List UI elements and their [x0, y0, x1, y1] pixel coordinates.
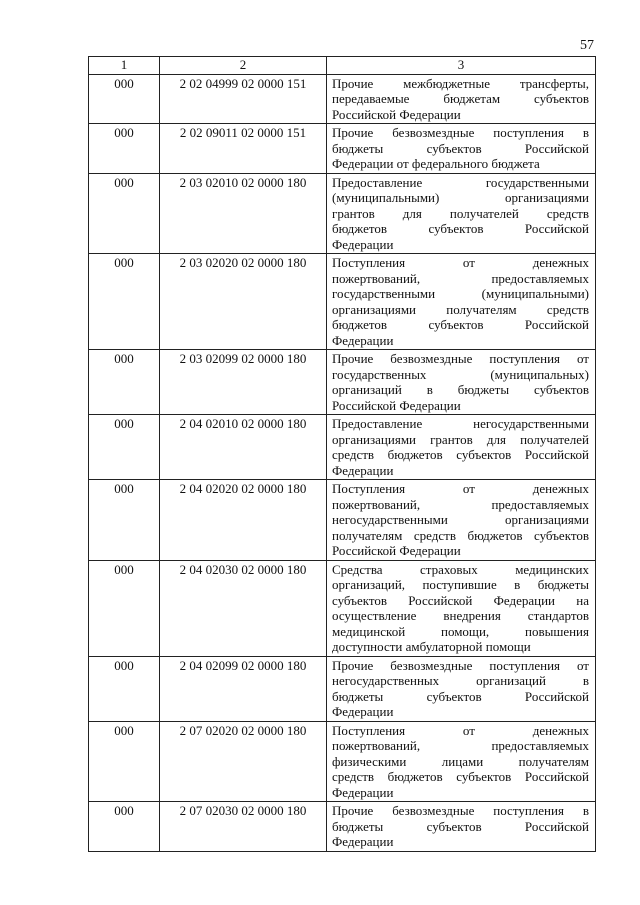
revenue-name-line: Российской Федерации [332, 543, 461, 558]
table-row [89, 560, 596, 656]
admin-code-cell: 000 [89, 560, 160, 656]
revenue-name-line: Прочие безвозмездные поступления от [332, 657, 589, 673]
revenue-name-cell [327, 74, 596, 124]
revenue-name-line: Прочие безвозмездные поступления в [332, 125, 589, 140]
revenue-name-line: бюджеты субъектов Российской [332, 688, 589, 704]
revenue-name-line: Прочие межбюджетные трансферты, [332, 75, 589, 91]
admin-code-cell: 000 [89, 350, 160, 415]
page-number: 57 [580, 38, 594, 53]
admin-code-cell: 000 [89, 124, 160, 174]
revenue-name-cell [327, 254, 596, 350]
column-header-1: 1 [89, 57, 160, 75]
table-row [89, 721, 596, 802]
revenue-name-line: средств бюджетов субъектов Российской [332, 769, 589, 784]
revenue-name-line: медицинской помощи, повышения [332, 623, 589, 639]
budget-classification-code-cell: 2 03 02010 02 0000 180 [160, 173, 327, 254]
admin-code-cell: 000 [89, 415, 160, 480]
admin-code-cell: 000 [89, 721, 160, 802]
revenue-name-line: Российской Федерации [332, 106, 461, 122]
revenue-name-line: получателям средств бюджетов субъектов [332, 527, 589, 543]
revenue-name-line: Федерации [332, 236, 394, 252]
budget-classification-code-cell: 2 04 02020 02 0000 180 [160, 480, 327, 561]
revenue-name-cell [327, 480, 596, 561]
table-row [89, 124, 596, 174]
column-header-2: 2 [160, 57, 327, 75]
revenue-name-line: Предоставление негосударственными [332, 416, 589, 431]
budget-classification-code-cell: 2 02 04999 02 0000 151 [160, 74, 327, 124]
table-row [89, 254, 596, 350]
budget-classification-code-cell: 2 03 02099 02 0000 180 [160, 350, 327, 415]
revenue-name-line: Средства страховых медицинских [332, 561, 589, 577]
revenue-name-cell [327, 656, 596, 721]
table-row [89, 415, 596, 480]
budget-classification-code-cell: 2 02 09011 02 0000 151 [160, 124, 327, 174]
budget-classification-code-cell: 2 04 02030 02 0000 180 [160, 560, 327, 656]
admin-code-cell: 000 [89, 656, 160, 721]
revenue-name-cell [327, 802, 596, 852]
admin-code-cell: 000 [89, 173, 160, 254]
revenue-name-line: организаций, поступившие в бюджеты [332, 577, 589, 592]
revenue-name-cell [327, 415, 596, 480]
revenue-name-line: Федерации [332, 462, 394, 478]
revenue-name-line: Федерации [332, 332, 394, 348]
revenue-name-line: государственными (муниципальными) [332, 286, 589, 301]
budget-classification-code-cell: 2 07 02030 02 0000 180 [160, 802, 327, 852]
revenue-name-line: Российской Федерации [332, 397, 461, 413]
revenue-name-line: Предоставление государственными [332, 174, 589, 190]
table-row [89, 74, 596, 124]
revenue-name-cell [327, 173, 596, 254]
budget-classification-code-cell: 2 07 02020 02 0000 180 [160, 721, 327, 802]
revenue-name-line: организациями получателям средств [332, 301, 589, 317]
admin-code-cell: 000 [89, 802, 160, 852]
revenue-name-line: Федерации [332, 704, 394, 719]
revenue-name-cell [327, 721, 596, 802]
table-row [89, 173, 596, 254]
table-header-row [89, 57, 596, 75]
revenue-name-line: Федерации [332, 784, 394, 800]
budget-classification-code-cell: 2 03 02020 02 0000 180 [160, 254, 327, 350]
budget-classification-code-cell: 2 04 02099 02 0000 180 [160, 656, 327, 721]
revenue-name-line: субъектов Российской Федерации на [332, 592, 589, 608]
revenue-name-line: Прочие безвозмездные поступления от [332, 351, 589, 366]
table-row [89, 350, 596, 415]
revenue-name-line: бюджетов субъектов Российской [332, 221, 589, 236]
revenue-name-line: организациями грантов для получателей [332, 431, 589, 447]
revenue-name-line: пожертвований, предоставляемых [332, 496, 589, 512]
revenue-name-line: Федерации от федерального бюджета [332, 156, 540, 171]
revenue-name-cell [327, 350, 596, 415]
revenue-name-line: бюджеты субъектов Российской [332, 140, 589, 156]
revenue-name-line: Поступления от денежных [332, 481, 589, 496]
revenue-name-line: негосударственных организаций в [332, 673, 589, 688]
revenue-name-line: пожертвований, предоставляемых [332, 270, 589, 286]
revenue-name-line: средств бюджетов субъектов Российской [332, 447, 589, 462]
revenue-name-line: Прочие безвозмездные поступления в [332, 803, 589, 818]
revenue-name-line: государственных (муниципальных) [332, 366, 589, 382]
table-row [89, 480, 596, 561]
revenue-name-cell [327, 124, 596, 174]
revenue-name-cell [327, 560, 596, 656]
revenue-name-line: физическими лицами получателям [332, 753, 589, 769]
revenue-name-line: негосударственными организациями [332, 512, 589, 527]
revenue-name-line: пожертвований, предоставляемых [332, 738, 589, 753]
revenue-name-line: (муниципальными) организациями [332, 190, 589, 205]
budget-classification-code-cell: 2 04 02010 02 0000 180 [160, 415, 327, 480]
revenue-name-line: передаваемые бюджетам субъектов [332, 91, 589, 106]
admin-code-cell: 000 [89, 480, 160, 561]
admin-code-cell: 000 [89, 74, 160, 124]
revenue-name-line: доступности амбулаторной помощи [332, 639, 531, 654]
revenue-name-line: организаций в бюджеты субъектов [332, 382, 589, 397]
revenue-name-line: Поступления от денежных [332, 255, 589, 270]
revenue-name-line: Поступления от денежных [332, 722, 589, 738]
revenue-name-line: бюджеты субъектов Российской [332, 818, 589, 834]
revenue-name-line: грантов для получателей средств [332, 205, 589, 221]
column-header-3: 3 [327, 57, 596, 75]
revenue-name-line: осуществление внедрения стандартов [332, 608, 589, 623]
table-row [89, 656, 596, 721]
table-body [89, 74, 596, 851]
admin-code-cell: 000 [89, 254, 160, 350]
revenue-name-line: Федерации [332, 834, 394, 849]
revenue-name-line: бюджетов субъектов Российской [332, 317, 589, 332]
budget-codes-table [88, 56, 596, 852]
table-row [89, 802, 596, 852]
